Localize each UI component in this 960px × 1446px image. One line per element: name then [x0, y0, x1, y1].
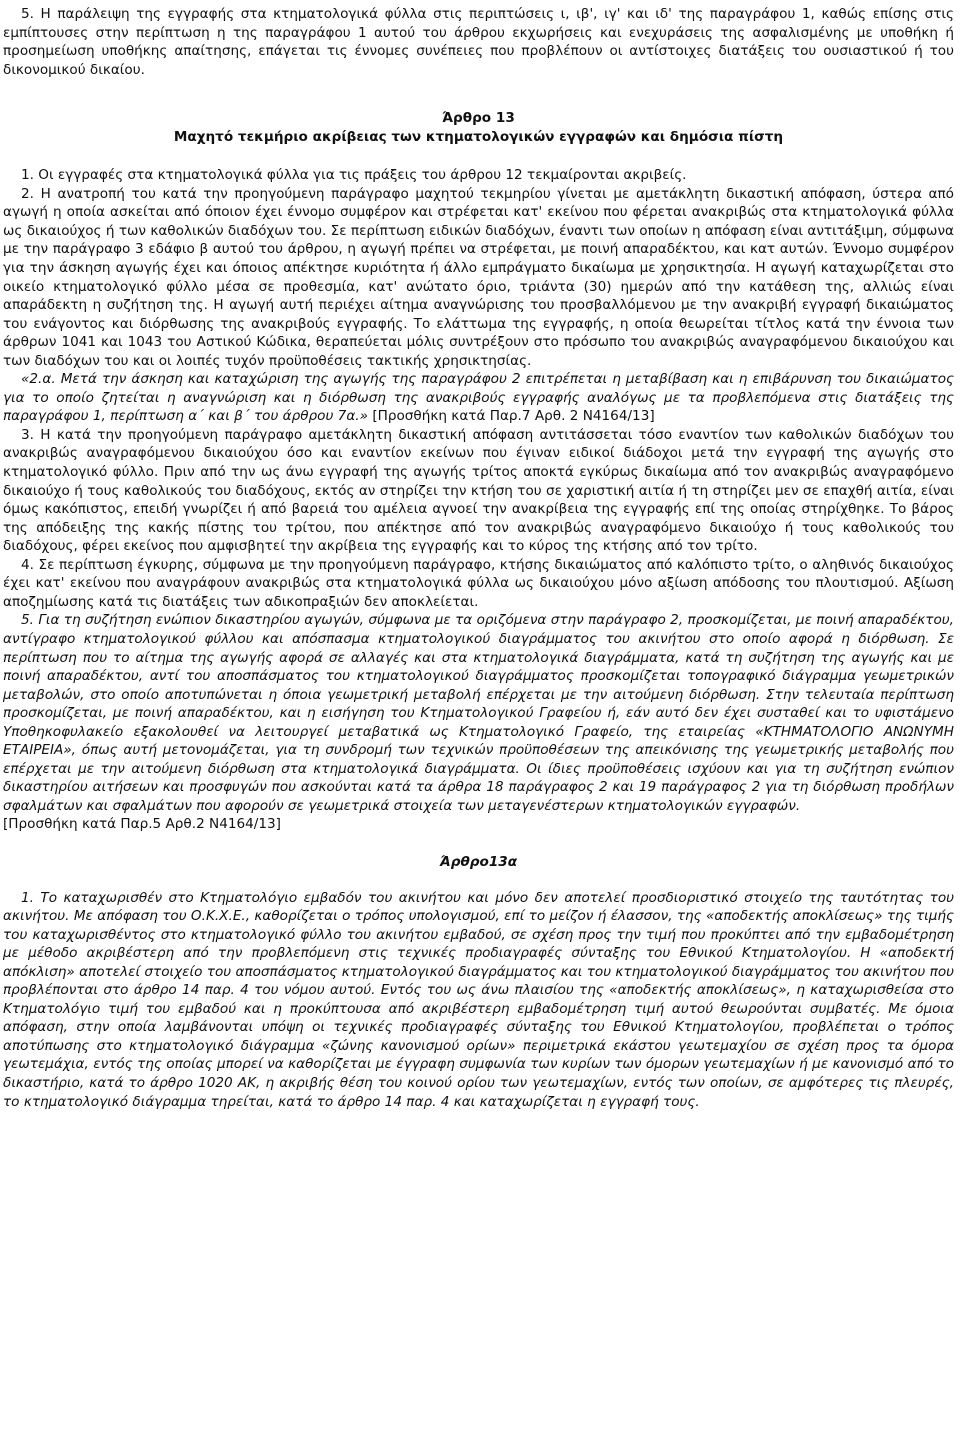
article-13-subheading: Μαχητό τεκμήριο ακρίβειας των κτηματολογικών εγγραφών και δημόσια πίστη: [173, 128, 784, 145]
paragraph-5: 5. Η παράλειψη της εγγραφής στα κτηματολογικά φύλλα στις περιπτώσεις ι, ιβ', ιγ' και ιδ' της παραγράφου 1, καθώς επίσης στις εμπίπτουσες στην περίπτωση η της παραγράφου 1 αυτού του άρθρου εκχωρήσεις και ενεχυράσεις της ασφαλισμένης με υποθήκη ή προσημείωση υποθήκης απαίτησης, επάγεται τις έννομες συνέπειες που προβλέπουν οι αντίστοιχες διατάξεις του ουσιαστικού ή του δικονομικού δικαίου.: [3, 6, 954, 78]
article-13-paragraph-5: 5. Για τη συζήτηση ενώπιον δικαστηρίου αγωγών, σύμφωνα με τα οριζόμενα στην παράγραφο 2, προσκομίζεται, με ποινή απαραδέκτου, αντίγραφο κτηματολογικού φύλλου και απόσπασμα κτηματολογικού διαγράμματος του ακινήτου στο οποίο αφορά η διόρθωση. Σε περίπτωση που το αίτημα της αγωγής αφορά σε αλλαγές και στα κτηματολογικά διαγράμματα, κατά τη συζήτηση της αγωγής και με ποινή απαραδέκτου, αντί του αποσπάσματος του κτηματολογικού διαγράμματος προσκομίζεται τοπογραφικό διάγραμμα γεωμετρικών μεταβολών, στο οποίο αποτυπώνεται η όποια γεωμετρική μεταβολή επέρχεται με την αιτούμενη διόρθωση. Στην τελευταία περίπτωση προσκομίζεται, με ποινή απαραδέκτου, και η εισήγηση του Κτηματολογικού Γραφείου ή, εάν αυτό δεν έχει συσταθεί και το υφιστάμενο Υποθηκοφυλακείο εξακολουθεί να λειτουργεί μεταβατικά ως Κτηματολογικό Γραφείο, της εταιρείας «ΚΤΗΜΑΤΟΛΟΓΙΟ ΑΝΩΝΥΜΗ ΕΤΑΙΡΕΙΑ», όπως αυτή μετονομάζεται, για τη συνδρομή των τεχνικών προϋποθέσεων της απεικόνισης της γεωμετρικής μεταβολής που επέρχεται με την αιτούμενη διόρθωση στα κτηματολογικά διαγράμματα. Οι ίδιες προϋποθέσεις ισχύουν και για τη συζήτηση ενώπιον δικαστηρίου αιτήσεων και προσφυγών που ασκούνται κατά τα άρθρα 18 παράγραφος 2 και 19 παράγραφος 2 για τη διόρθωση προδήλων σφαλμάτων και σφαλμάτων που αφορούν σε γεωμετρικά στοιχεία των μεταγενέστερων κτηματολογικών εγγραφών.: [3, 612, 954, 814]
article-13-heading: Άρθρο 13: [442, 110, 515, 127]
article-13a-paragraph-1: 1. Το καταχωρισθέν στο Κτηματολόγιο εμβαδόν του ακινήτου και μόνο δεν αποτελεί προσδιοριστικό στοιχείο της ταυτότητας του ακινήτου. Με απόφαση του Ο.Κ.Χ.Ε., καθορίζεται ο τρόπος υπολογισμού, επί το μείζον ή έλασσον, της «αποδεκτής αποκλίσεως» της τιμής του καταχωρισθέντος στο κτηματολογικό φύλλο του ακινήτου εμβαδού, σε σχέση προς την τιμή που προκύπτει από την εμβαδομέτρηση με μέθοδο ακριβέστερη από την προβλεπόμενη στις τεχνικές προδιαγραφές σύνταξης του Εθνικού Κτηματολογίου. Η «αποδεκτή απόκλιση» αποτελεί στοιχείο του αποσπάσματος κτηματολογικού διαγράμματος και του κτηματολογικού διαγράμματος του ακινήτου που προβλέπονται στο άρθρο 14 παρ. 4 του νόμου αυτού. Εντός του ως άνω πλαισίου της «αποδεκτής αποκλίσεως», η καταχωρισθείσα στο Κτηματολόγιο τιμή του εμβαδού και η προκύπτουσα από ακριβέστερη εμβαδομέτρηση τιμή αυτού θεωρούνται συμβατές. Με όμοια απόφαση, στην οποία λαμβάνονται υπόψη οι τεχνικές προδιαγραφές σύνταξης του Εθνικού Κτηματολογίου, προβλέπεται ο τρόπος αποτύπωσης στο κτηματολογικό διάγραμμα «ζώνης κανονισμού ορίων» περιμετρικά εκάστου γεωτεμαχίου σε σχέση προς τα όμορα γεωτεμάχια, εντός της οποίας μπορεί να καθορίζεται με έγγραφη συμφωνία των κυρίων των όμορων γεωτεμαχίων ή με κανονισμό από το δικαστήριο, κατά το άρθρο 1020 ΑΚ, η ακριβής θέση του κοινού ορίου των γεωτεμαχίων, εντός των οποίων, σε αμφότερες τις πλευρές, το κτηματολογικό διάγραμμα τηρείται, κατά το άρθρο 14 παρ. 4 και καταχωρίζεται η εγγραφή τους.: [3, 889, 954, 1110]
article-13-paragraph-1: 1. Οι εγγραφές στα κτηματολογικά φύλλα για τις πράξεις του άρθρου 12 τεκμαίρονται ακριβείς.: [21, 167, 687, 184]
article-13-paragraph-2a-text: «2.α. Μετά την άσκηση και καταχώριση της αγωγής της παραγράφου 2 επιτρέπεται η μεταβίβαση και η επιβάρυνση του δικαιώματος για το οποίο ζητείται η αναγνώριση και η διόρθωση της ανακριβούς εγγραφής αναλόγως με τα προβλεπόμενα στις διατάξεις της παραγράφου 1, περίπτωση α΄ και β΄ του άρθρου 7α.»: [3, 371, 954, 425]
article-13-paragraph-2a: [3, 370, 954, 426]
article-13a-heading: Άρθρο13α: [439, 853, 518, 870]
article-13-paragraph-3: 3. Η κατά την προηγούμενη παράγραφο αμετάκλητη δικαστική απόφαση αντιτάσσεται τόσο εναντίον των καθολικών διαδόχων του ανακριβώς αναγραφόμενου δικαιούχου όσο και εναντίον εκείνων που έγιναν ειδικοί διάδοχοι μετά την εγγραφή της αγωγής στο κτηματολογικό φύλλο. Πριν από την ως άνω εγγραφή της αγωγής τρίτος αποκτά εγκύρως δικαίωμα από τον ανακριβώς αναγραφόμενο δικαιούχο ή τους καθολικούς του διαδόχους, εκτός αν στηρίζει την κτήση του σε χαριστική αιτία ή τη στηρίζει μεν σε επαχθή αιτία, είναι όμως κακόπιστος, επειδή γνωρίζει ή από βαρειά του αμέλεια αγνοεί την ανακρίβεια της εγγραφής επί της οποίας στηρίχθηκε. Το βάρος της απόδειξης της κακής πίστης του τρίτου, που απέκτησε από τον ανακριβώς αναγραφόμενο δικαιούχο ή τους καθολικούς του διαδόχους, φέρει εκείνος που αμφισβητεί την ακρίβεια της εγγραφής και το κύρος της κτήσης από τον τρίτο.: [3, 426, 954, 555]
article-13-paragraph-2a-note: [Προσθήκη κατά Παρ.7 Αρθ. 2 Ν4164/13]: [368, 408, 655, 425]
article-13-paragraph-5-note: [Προσθήκη κατά Παρ.5 Αρθ.2 Ν4164/13]: [3, 816, 281, 833]
article-13-paragraph-2: 2. Η ανατροπή του κατά την προηγούμενη παράγραφο μαχητού τεκμηρίου γίνεται με αμετάκλητη δικαστική απόφαση, ύστερα από αγωγή η οποία ασκείται από όποιον έχει έννομο συμφέρον και στρέφεται κατ' εκείνου που φέρεται ανακριβώς στα κτηματολογικά φύλλα ως δικαιούχος ή των καθολικών διαδόχων του. Σε περίπτωση ειδικών διαδόχων, έναντι των οποίων η απόφαση είναι αντιτάξιμη, σύμφωνα με την παράγραφο 3 εδάφιο β αυτού του άρθρου, η αγωγή πρέπει να στρέφεται, με ποινή απαραδέκτου, και κατ αυτών. Έννομο συμφέρον για την άσκηση αγωγής έχει και όποιος απέκτησε κυριότητα ή άλλο εμπράγματο δικαίωμα με χρησικτησία. Η αγωγή καταχωρίζεται στο οικείο κτηματολογικό φύλλο μέσα σε προθεσμία, κατ' ανώτατο όριο, τριάντα (30) ημερών από την κατάθεση της, αλλιώς είναι απαράδεκτη η συζήτηση της. Η αγωγή αυτή περιέχει αίτημα αναγνώρισης του προσβαλλόμενου με την ανακριβή εγγραφή δικαιώματος του ενάγοντος και διόρθωσης της ανακριβούς εγγραφής. Το ελάττωμα της εγγραφής, η οποία θεωρείται τίτλος κατά την έννοια των άρθρων 1041 και 1043 του Αστικού Κώδικα, θεραπεύεται μόλις συντρέξουν στο πρόσωπο του ανακριβώς αναγραφόμενου δικαιούχου και των διαδόχων του και οι λοιπές τυχόν προϋποθέσεις τακτικής χρησικτησίας.: [3, 185, 954, 369]
article-13-paragraph-4: 4. Σε περίπτωση έγκυρης, σύμφωνα με την προηγούμενη παράγραφο, κτήσης δικαιώματος από καλόπιστο τρίτο, ο αληθινός δικαιούχος έχει κατ' εκείνου που αναγράφουν ανακριβώς στα κτηματολογικά φύλλα ως δικαιούχου μόνο αξίωση απόδοσης του πλουτισμού. Αξίωση αποζημίωσης κατά τις διατάξεις των αδικοπραξιών δεν αποκλείεται.: [3, 556, 954, 610]
